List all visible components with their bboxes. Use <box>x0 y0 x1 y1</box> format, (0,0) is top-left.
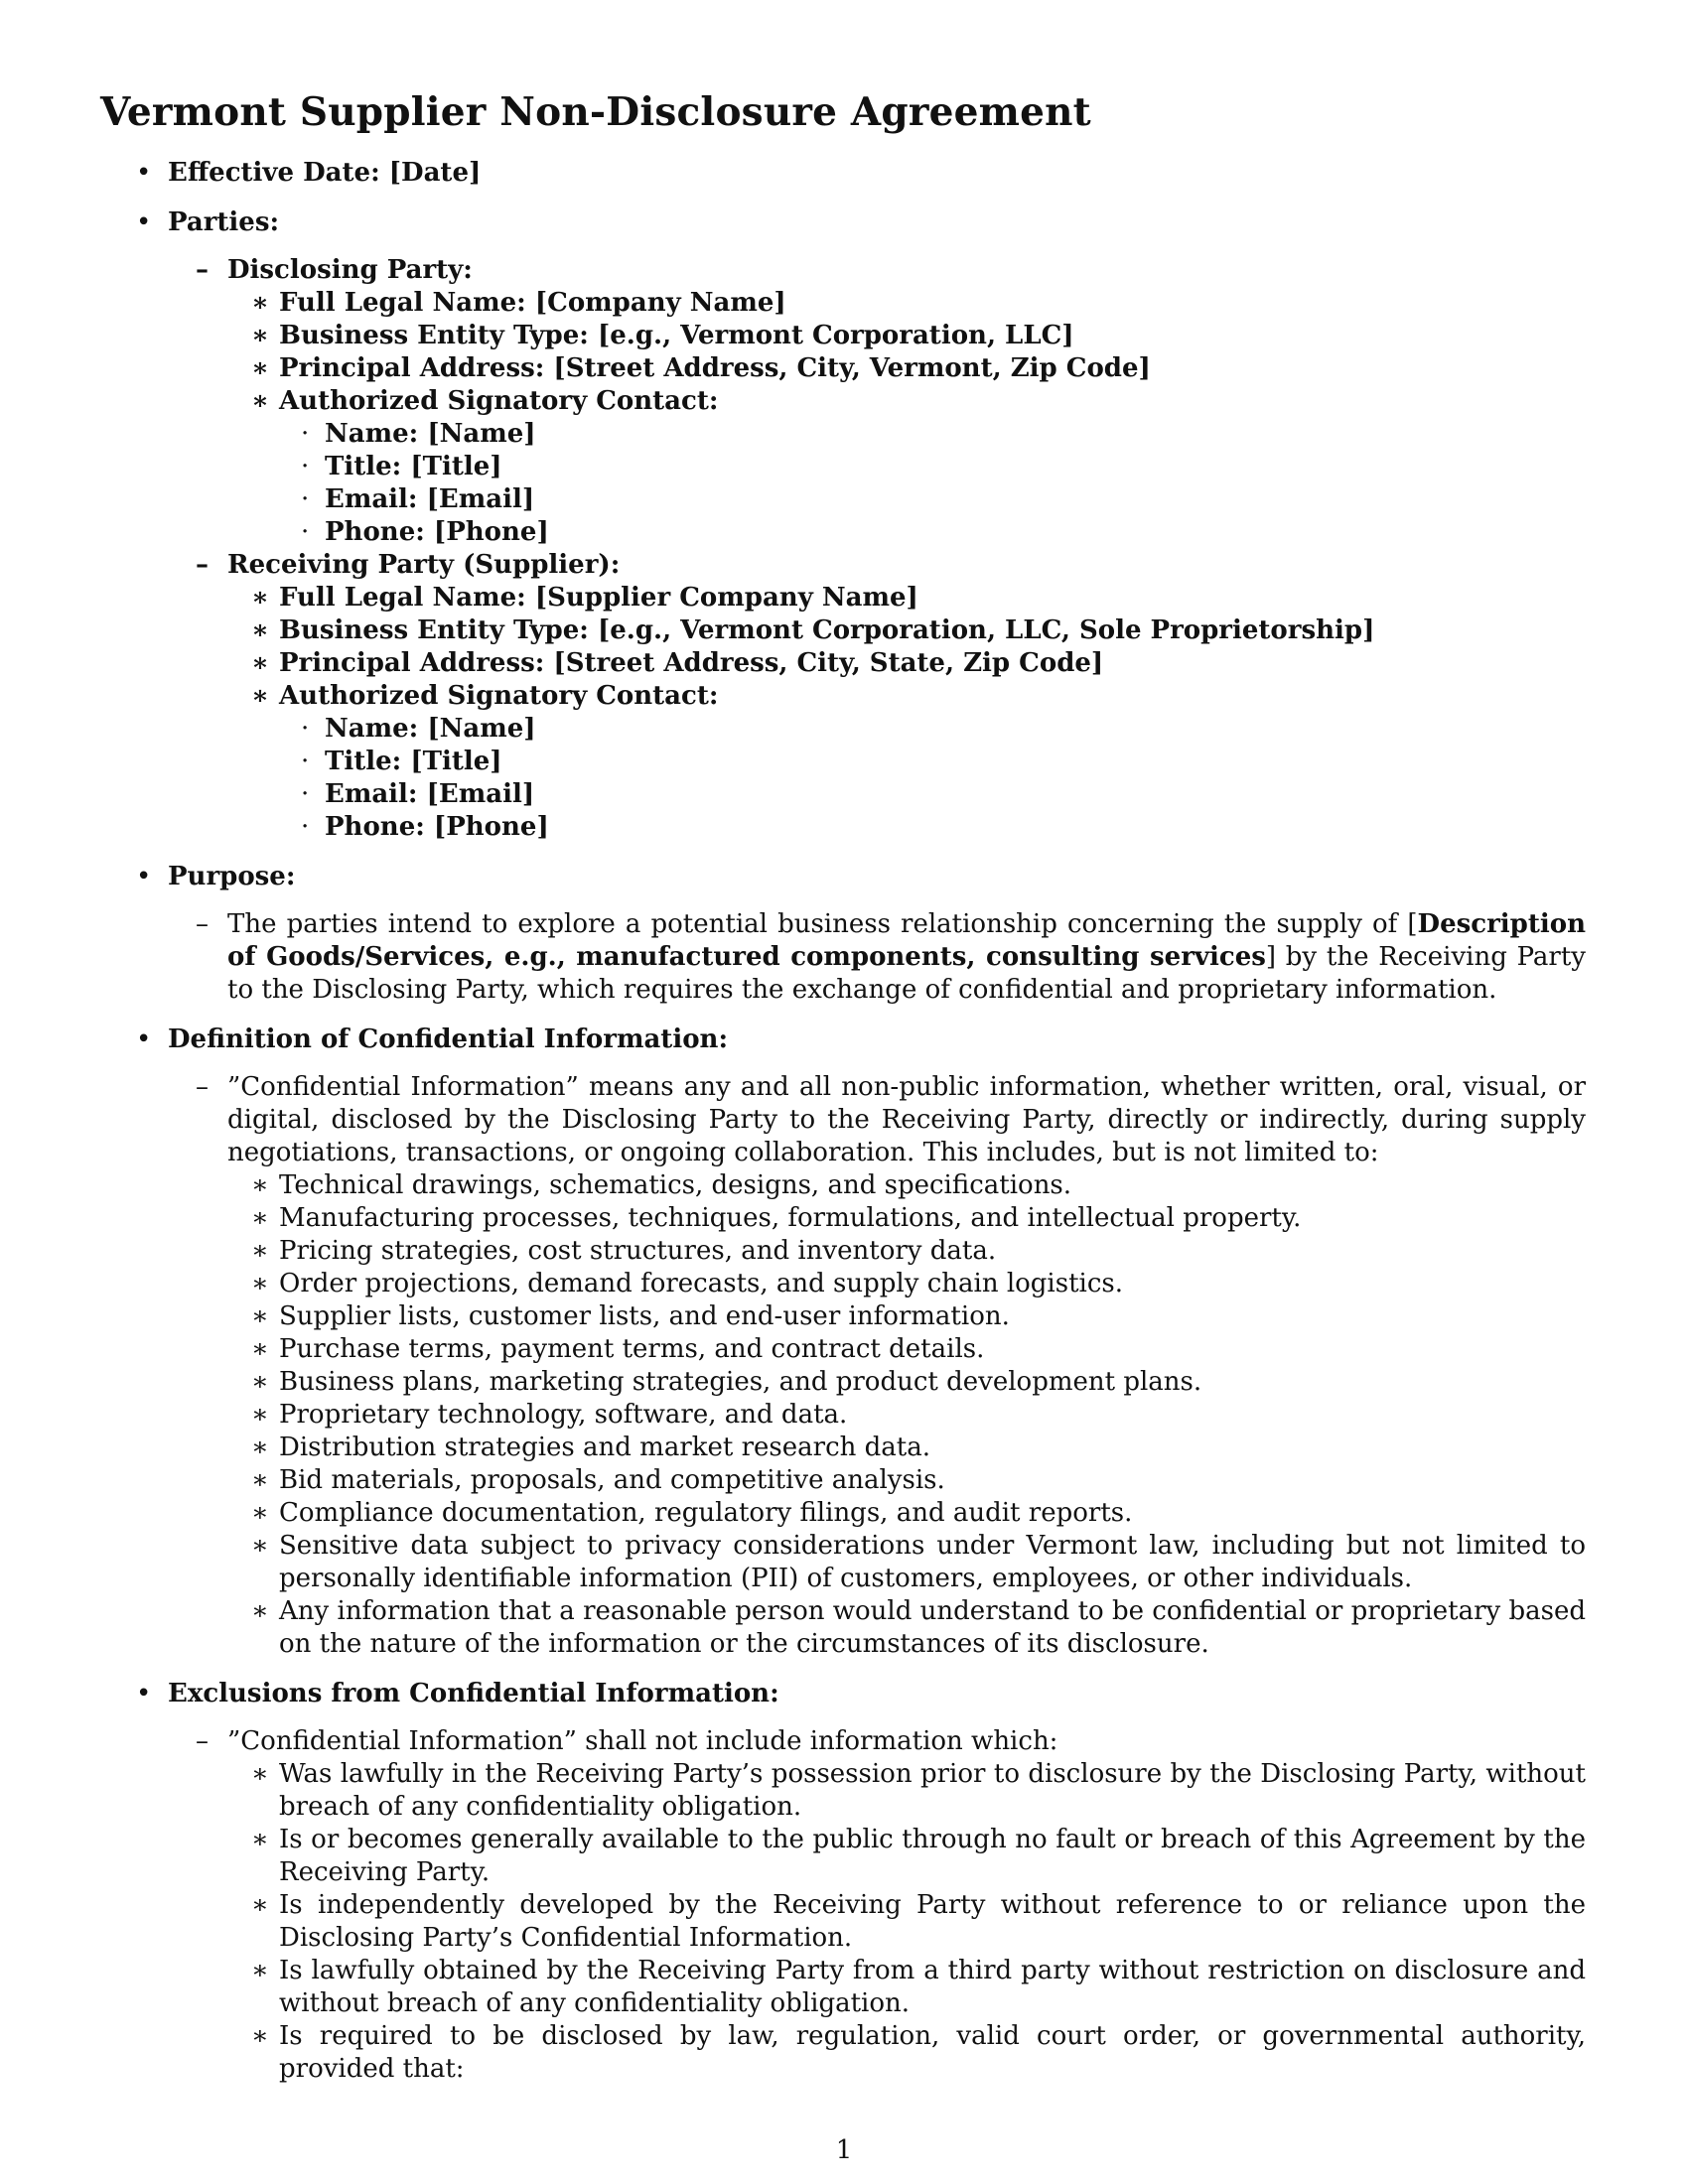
list-item: ∗ Order projections, demand forecasts, and supply chain logistics. <box>227 1268 1586 1300</box>
exclusions-intro: – ”Confidential Information” shall not include information which: <box>227 1726 1058 1756</box>
definition-list <box>168 1071 1586 1661</box>
disclosing-address <box>227 352 1586 385</box>
field-label: Phone: <box>325 812 425 842</box>
definition-intro: – ”Confidential Information” means any and all non-public information, whether written, oral, visual, or digital, disclosed by the Disclosing Party to the Receiving Party, directly or indirectly, during supply negotiations, transactions, or ongoing collaboration. This includes, but is not limited to: <box>227 1072 1586 1167</box>
field-label: Business Entity Type: <box>279 321 589 350</box>
field-label: Title: <box>325 452 402 481</box>
effective-date-value: [Date] <box>388 158 482 188</box>
disclosing-entity-type <box>227 320 1586 352</box>
list-item: ∗ Is independently developed by the Receiving Party without reference to or reliance upon the Disclosing Party’s Confidential Information. <box>227 1889 1586 1955</box>
purpose-text-after: ] by the Receiving Party to the Disclosing Party, which requires the exchange of confidential and proprietary information. <box>227 942 1586 1005</box>
definition-label: • Definition of Confidential Information: <box>168 1024 729 1054</box>
field-value: [Street Address, City, Vermont, Zip Code] <box>553 353 1151 383</box>
list-item: ∗ Compliance documentation, regulatory filings, and audit reports. <box>227 1497 1586 1530</box>
disclosing-legal-name <box>227 287 1586 320</box>
list-item: ∗ Is or becomes generally available to the public through no fault or breach of this Agreement by the Receiving Party. <box>227 1824 1586 1889</box>
list-item: ∗ Is lawfully obtained by the Receiving Party from a third party without restriction on disclosure and without breach of any confidentiality obligation. <box>227 1955 1586 2020</box>
field-value: [e.g., Vermont Corporation, LLC] <box>597 321 1074 350</box>
field-value: [Name] <box>427 419 536 449</box>
list-item: ∗ Bid materials, proposals, and competitive analysis. <box>227 1464 1586 1497</box>
field-label: Email: <box>325 779 418 809</box>
field-value: [Name] <box>427 714 536 744</box>
field-value: [Email] <box>426 484 535 514</box>
document-page <box>100 85 1586 2103</box>
purpose-text-before: The parties intend to explore a potential business relationship concerning the supply of [ <box>227 909 1418 939</box>
field-value: [Phone] <box>433 517 549 547</box>
effective-date-label: Effective Date: <box>168 158 380 188</box>
definition-text <box>168 1071 1586 1661</box>
purpose-item <box>100 861 1586 1007</box>
field-label: Authorized Signatory Contact: <box>279 386 719 416</box>
field-label: Full Legal Name: <box>279 288 526 318</box>
list-item: ∗ Any information that a reasonable person would understand to be confidential or proprietary based on the nature of the information or the circumstances of its disclosure. <box>227 1595 1586 1661</box>
contact-email <box>279 778 1586 811</box>
field-label: Authorized Signatory Contact: <box>279 681 719 711</box>
list-item: ∗ Manufacturing processes, techniques, formulations, and intellectual property. <box>227 1202 1586 1235</box>
list-item: ∗ Was lawfully in the Receiving Party’s possession prior to disclosure by the Disclosing Party, without breach of any confidentiality obligation. <box>227 1758 1586 1824</box>
contact-title <box>279 746 1586 778</box>
field-label: Email: <box>325 484 418 514</box>
list-item: ∗ Purchase terms, payment terms, and contract details. <box>227 1333 1586 1366</box>
receiving-address <box>227 647 1586 680</box>
exclusions-items <box>227 1758 1586 2086</box>
field-label: Phone: <box>325 517 425 547</box>
disclosing-fields <box>227 287 1586 549</box>
parties-label: • Parties: <box>168 207 280 237</box>
field-label: Full Legal Name: <box>279 583 526 613</box>
contact-phone <box>279 516 1586 549</box>
list-item: ∗ Pricing strategies, cost structures, and inventory data. <box>227 1235 1586 1268</box>
list-item: ∗ Distribution strategies and market research data. <box>227 1432 1586 1464</box>
field-label: Business Entity Type: <box>279 615 589 645</box>
disclosing-party <box>168 254 1586 549</box>
field-label: Title: <box>325 747 402 776</box>
purpose-label: • Purpose: <box>168 862 296 891</box>
parties-item <box>100 206 1586 844</box>
list-item: ∗ Supplier lists, customer lists, and end-user information. <box>227 1300 1586 1333</box>
field-label: Principal Address: <box>279 353 545 383</box>
field-value: [Email] <box>426 779 535 809</box>
receiving-signatory <box>227 680 1586 844</box>
list-item: ∗ Business plans, marketing strategies, and product development plans. <box>227 1366 1586 1399</box>
purpose-list <box>168 908 1586 1007</box>
exclusions-label: • Exclusions from Confidential Information: <box>168 1679 779 1708</box>
field-value: [Title] <box>410 452 502 481</box>
field-label: Name: <box>325 714 419 744</box>
receiving-fields <box>227 582 1586 844</box>
list-item: ∗ Is required to be disclosed by law, regulation, valid court order, or governmental authority, provided that: <box>227 2020 1586 2086</box>
main-list <box>100 157 1586 2086</box>
exclusions-text <box>168 1725 1586 2086</box>
field-value: [e.g., Vermont Corporation, LLC, Sole Proprietorship] <box>597 615 1375 645</box>
receiving-party <box>168 549 1586 844</box>
field-value: [Company Name] <box>534 288 786 318</box>
document-title: Vermont Supplier Non-Disclosure Agreement <box>100 89 1091 135</box>
exclusions-item <box>100 1678 1586 2086</box>
receiving-contact-list <box>279 713 1586 844</box>
parties-list <box>168 254 1586 844</box>
list-item: ∗ Technical drawings, schematics, designs, and specifications. <box>227 1169 1586 1202</box>
contact-name <box>279 713 1586 746</box>
contact-email <box>279 483 1586 516</box>
list-item: ∗ Proprietary technology, software, and data. <box>227 1399 1586 1432</box>
disclosing-party-label: Disclosing Party: <box>227 255 473 285</box>
receiving-party-label: Receiving Party (Supplier): <box>227 550 621 580</box>
contact-phone <box>279 811 1586 844</box>
purpose-goods-placeholder: Description of Goods/Services, e.g., manufactured components, consulting services <box>227 909 1586 972</box>
contact-name <box>279 418 1586 451</box>
contact-title <box>279 451 1586 483</box>
field-label: Principal Address: <box>279 648 545 678</box>
purpose-text <box>168 908 1586 1007</box>
receiving-entity-type <box>227 614 1586 647</box>
field-value: [Street Address, City, State, Zip Code] <box>553 648 1104 678</box>
list-item: ∗ Sensitive data subject to privacy considerations under Vermont law, including but not limited to personally identifiable information (PII) of customers, employees, or other individuals. <box>227 1530 1586 1595</box>
definition-item <box>100 1024 1586 1661</box>
field-value: [Phone] <box>433 812 549 842</box>
field-value: [Supplier Company Name] <box>534 583 918 613</box>
disclosing-contact-list <box>279 418 1586 549</box>
receiving-legal-name <box>227 582 1586 614</box>
disclosing-signatory <box>227 385 1586 549</box>
page-number: 1 <box>835 2135 853 2165</box>
effective-date-item <box>100 157 1586 190</box>
field-label: Name: <box>325 419 419 449</box>
field-value: [Title] <box>410 747 502 776</box>
definition-items <box>227 1169 1586 1661</box>
exclusions-list <box>168 1725 1586 2086</box>
